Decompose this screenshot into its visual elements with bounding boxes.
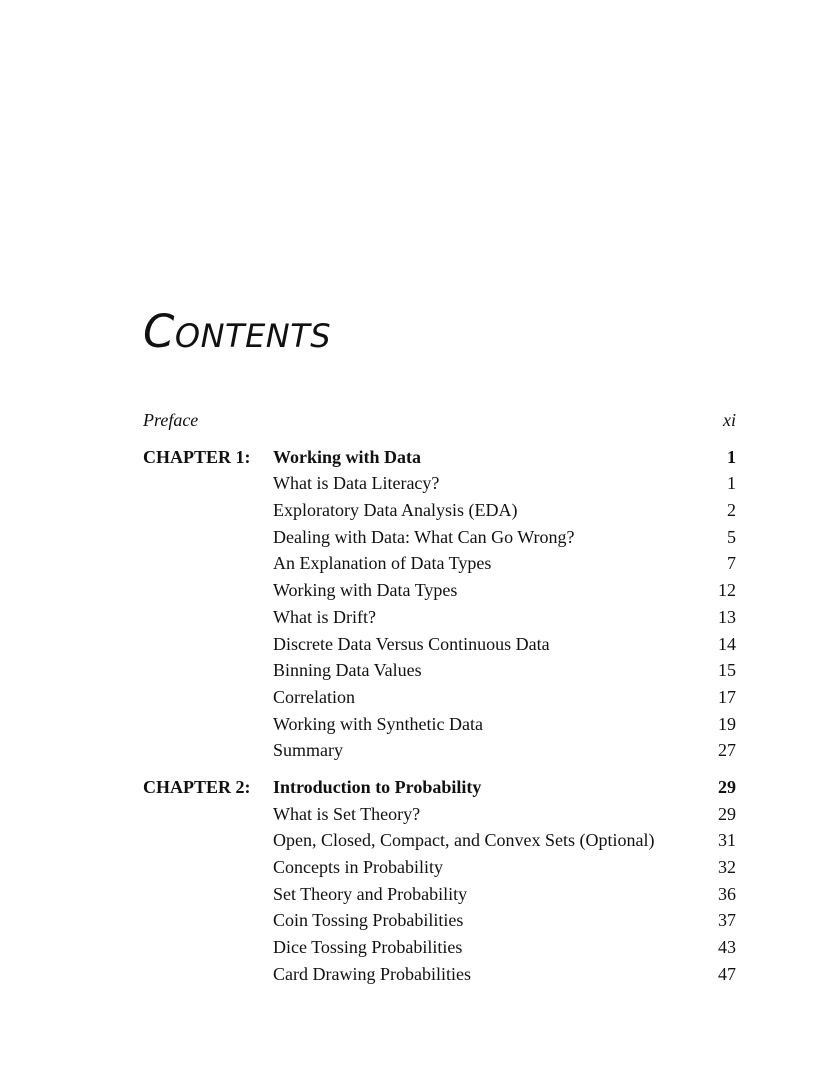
toc-page-number: 32 bbox=[718, 857, 736, 877]
section-title: Discrete Data Versus Continuous Data bbox=[273, 633, 550, 654]
toc-chapter-row[interactable] bbox=[143, 444, 736, 471]
toc-page-number: 47 bbox=[718, 963, 736, 984]
section-title: Card Drawing Probabilities bbox=[273, 963, 471, 984]
toc-section-row[interactable] bbox=[143, 854, 736, 881]
toc-section-row[interactable] bbox=[143, 684, 736, 711]
toc-page-number: 15 bbox=[718, 660, 736, 681]
toc-section-row[interactable] bbox=[143, 961, 736, 988]
toc-preface-row[interactable] bbox=[143, 407, 736, 434]
toc-page-number: 37 bbox=[718, 910, 736, 931]
toc-section-row[interactable] bbox=[143, 737, 736, 764]
toc-section-row[interactable] bbox=[143, 524, 736, 551]
section-title: Dealing with Data: What Can Go Wrong? bbox=[273, 526, 575, 547]
toc-page-number: 14 bbox=[718, 633, 736, 654]
page-title: Contents bbox=[143, 305, 332, 358]
toc-page-number: 31 bbox=[718, 830, 736, 851]
toc-section-row[interactable] bbox=[143, 470, 736, 497]
section-title: Working with Synthetic Data bbox=[273, 713, 484, 734]
section-title: Summary bbox=[273, 740, 343, 761]
toc-section-row[interactable] bbox=[143, 631, 736, 658]
toc-page-number: 29 bbox=[718, 803, 736, 824]
toc-chapter-row[interactable] bbox=[143, 774, 736, 801]
chapter-title: Working with Data bbox=[273, 446, 422, 467]
toc-section-row[interactable] bbox=[143, 577, 736, 604]
section-title: Working with Data Types bbox=[273, 580, 458, 601]
chapter-label: CHAPTER 1: bbox=[143, 446, 251, 467]
toc-page-number: 1 bbox=[727, 473, 736, 494]
toc-section-row[interactable] bbox=[143, 711, 736, 738]
section-title: What is Drift? bbox=[273, 606, 376, 627]
toc-section-row[interactable] bbox=[143, 550, 736, 577]
toc-section-row[interactable] bbox=[143, 827, 736, 854]
toc-section-row[interactable] bbox=[143, 801, 736, 828]
toc-section-row[interactable] bbox=[143, 497, 736, 524]
toc-page-number: 36 bbox=[718, 883, 736, 904]
toc-page-number: 19 bbox=[718, 713, 736, 734]
section-title: Exploratory Data Analysis (EDA) bbox=[273, 500, 518, 521]
chapter-label: CHAPTER 2: bbox=[143, 776, 251, 797]
section-title: Open, Closed, Compact, and Convex Sets (Optional) bbox=[273, 830, 655, 851]
toc-page-number: 27 bbox=[718, 740, 736, 761]
toc-page-number: 5 bbox=[727, 526, 736, 547]
chapter-title: Introduction to Probability bbox=[273, 776, 482, 797]
section-title: Dice Tossing Probabilities bbox=[273, 937, 463, 958]
toc-page-number: 7 bbox=[727, 553, 736, 574]
toc-page-number: 13 bbox=[718, 606, 736, 627]
toc-section-row[interactable] bbox=[143, 604, 736, 631]
section-title: An Explanation of Data Types bbox=[273, 553, 492, 574]
toc-section-row[interactable] bbox=[143, 881, 736, 908]
toc-page-number: 12 bbox=[718, 580, 736, 601]
section-title: Coin Tossing Probabilities bbox=[273, 910, 464, 931]
toc-page-number: xi bbox=[723, 410, 736, 430]
toc-page-number: 17 bbox=[718, 686, 736, 707]
toc-section-row[interactable] bbox=[143, 934, 736, 961]
toc-page-number: 29 bbox=[718, 776, 736, 797]
toc-page-number: 2 bbox=[727, 500, 736, 521]
section-title: Concepts in Probability bbox=[273, 857, 443, 877]
toc-page-number: 43 bbox=[718, 937, 736, 958]
section-title: What is Set Theory? bbox=[273, 803, 421, 824]
table-of-contents bbox=[143, 407, 736, 987]
section-title: What is Data Literacy? bbox=[273, 473, 440, 494]
section-title: Binning Data Values bbox=[273, 660, 422, 681]
toc-page-number: 1 bbox=[727, 446, 736, 467]
section-title: Correlation bbox=[273, 686, 355, 707]
toc-entry-title: Preface bbox=[143, 410, 199, 430]
toc-section-row[interactable] bbox=[143, 657, 736, 684]
toc-section-row[interactable] bbox=[143, 907, 736, 934]
section-title: Set Theory and Probability bbox=[273, 883, 468, 904]
